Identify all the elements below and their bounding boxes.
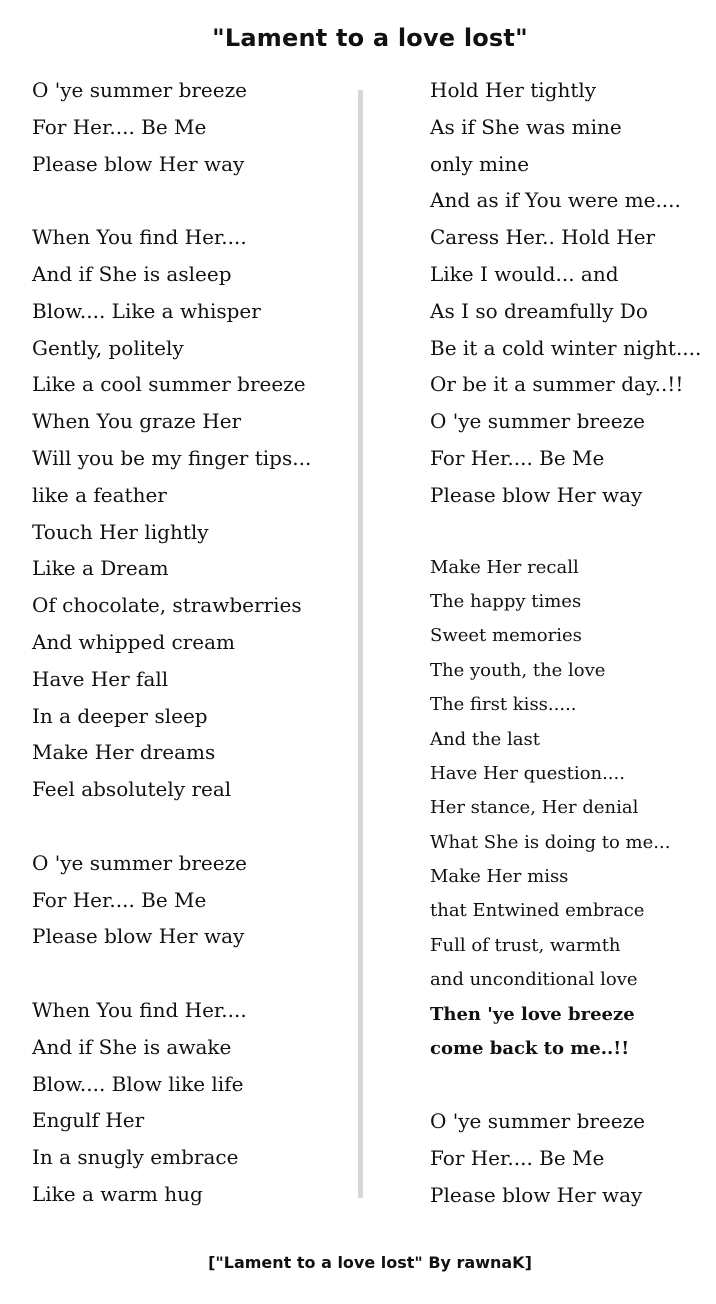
poem-line: O 'ye summer breeze [430,1109,645,1134]
poem-line: Touch Her lightly [32,519,209,544]
poem-line: Like a Dream [32,556,169,581]
poem-line: Full of trust, warmth [430,934,621,956]
blank-line [32,955,352,992]
poem-line: For Her.... Be Me [32,887,207,912]
poem-line: When You find Her.... [32,997,247,1022]
poem-line: Make Her recall [430,556,579,578]
poem-line: like a feather [32,482,167,507]
poem-line-bold: come back to me..!! [430,1038,630,1060]
poem-line: Please blow Her way [430,482,643,507]
blank-line [32,182,352,219]
poem-title: "Lament to a love lost" [212,24,528,52]
poem-line: Please blow Her way [430,1183,643,1208]
blank-line [32,808,352,845]
poem-line: The youth, the love [430,659,606,681]
column-divider [358,90,363,1198]
right-stanza-column [430,72,700,1214]
poem-line: In a deeper sleep [32,703,208,728]
poem-line: Please blow Her way [32,924,245,949]
poem-line: The happy times [430,590,582,612]
poem-line: Her stance, Her denial [430,797,639,819]
poem-line: Like a cool summer breeze [32,372,306,397]
poem-line: Or be it a summer day..!! [430,372,684,397]
poem-line: Like I would... and [430,261,619,286]
poem-line: In a snugly embrace [32,1145,239,1170]
poem-line: For Her.... Be Me [430,1146,605,1171]
poem-line: Like a warm hug [32,1181,203,1206]
poem-line: The first kiss..... [430,694,577,716]
poem-line: Engulf Her [32,1108,145,1133]
poem-line: Sweet memories [430,625,582,647]
poem-line: Make Her miss [430,866,569,888]
poem-line: Have Her fall [32,666,169,691]
poem-line: Caress Her.. Hold Her [430,225,656,250]
poem-line: What She is doing to me... [430,831,671,853]
poem-line: O 'ye summer breeze [430,409,645,434]
poem-line: For Her.... Be Me [430,445,605,470]
poem-line: And whipped cream [32,629,235,654]
poem-line-bold: Then 'ye love breeze [430,1003,635,1025]
poem-line: only mine [430,151,530,176]
poem-attribution: ["Lament to a love lost" By rawnaK] [208,1253,532,1272]
poem-line: Please blow Her way [32,151,245,176]
poem-line: As I so dreamfully Do [430,298,648,323]
poem-line: Feel absolutely real [32,777,232,802]
poem-line: As if She was mine [430,114,622,139]
poem-line: Hold Her tightly [430,78,597,102]
poem-line: Of chocolate, strawberries [32,593,302,618]
poem-line: When You find Her.... [32,225,247,250]
poem-line: O 'ye summer breeze [32,78,247,102]
blank-line [430,1066,700,1103]
poem-line: When You graze Her [32,409,242,434]
left-stanza-column [32,72,352,1213]
poem-line: Be it a cold winter night.... [430,335,702,360]
poem-line: And the last [430,728,540,750]
poem-line: And if She is asleep [32,261,232,286]
poem-line: And as if You were me.... [430,188,681,213]
poem-line: Blow.... Blow like life [32,1071,244,1096]
poem-line: Have Her question.... [430,762,625,784]
poem-line: For Her.... Be Me [32,114,207,139]
poem-line: O 'ye summer breeze [32,850,247,875]
poem-line: Will you be my finger tips... [32,445,312,470]
poem-line: that Entwined embrace [430,900,645,922]
poem-line: And if She is awake [32,1034,232,1059]
blank-line [430,514,700,551]
poem-line: Make Her dreams [32,740,216,765]
poem-line: Gently, politely [32,335,184,360]
poem-line: and unconditional love [430,969,638,991]
poem-line: Blow.... Like a whisper [32,298,261,323]
